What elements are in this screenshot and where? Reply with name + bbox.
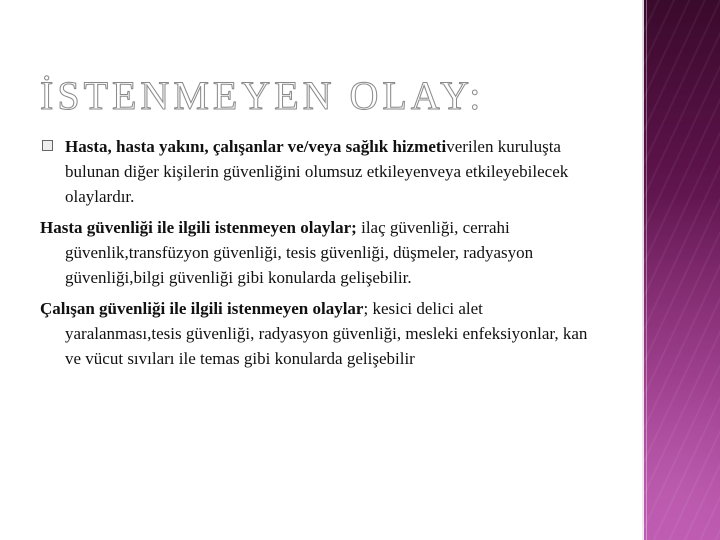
slide-body bbox=[40, 134, 600, 377]
band-edge-line bbox=[642, 0, 644, 540]
employee-safety-text: ; kesici delici alet yaralanması,tesis güvenliği, radyasyon güvenliği, mesleki enfeksiyonlar, kan ve vücut sıvıları ile temas gibi konularda gelişebilir bbox=[65, 299, 588, 368]
slide-title: İSTENMEYEN OLAY: bbox=[40, 73, 485, 118]
band-texture bbox=[642, 0, 720, 540]
definition-text: verilen kuruluşta bulunan diğer kişilerin güvenliğini olumsuz etkileyenveya etkileyebilecek olaylardır. bbox=[65, 137, 569, 206]
band-edge-line-inner bbox=[646, 0, 647, 540]
paragraph-definition bbox=[40, 134, 600, 209]
paragraph-patient-safety bbox=[40, 215, 600, 290]
paragraph-employee-safety bbox=[40, 296, 600, 371]
checkbox-bullet-icon bbox=[42, 140, 53, 151]
patient-safety-bold: Hasta güvenliği ile ilgili istenmeyen olaylar; bbox=[40, 218, 357, 237]
definition-bold: Hasta, hasta yakını, çalışanlar ve/veya sağlık hizmeti bbox=[65, 137, 447, 156]
patient-safety-text: ilaç güvenliği, cerrahi güvenlik,transfüzyon güvenliği, tesis güvenliği, düşmeler, radyasyon güvenliği,bilgi güvenliği gibi konularda gelişebilir. bbox=[65, 218, 534, 287]
employee-safety-bold: Çalışan güvenliği ile ilgili istenmeyen olaylar bbox=[40, 299, 364, 318]
decorative-side-band bbox=[642, 0, 720, 540]
